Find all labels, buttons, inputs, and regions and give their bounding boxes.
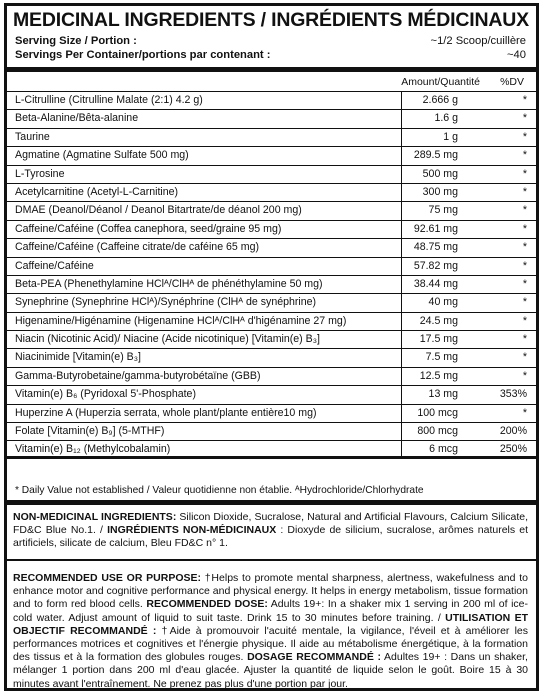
non-medicinal-label-en: NON-MEDICINAL INGREDIENTS: [13,511,177,523]
column-headers [7,76,536,90]
utilisation-label: UTILISATION ET OBJECTIF RECOMMANDÉ : [13,611,528,637]
ingredient-dv: * [522,149,527,162]
ingredient-name: Gamma-Butyrobetaine/gamma-butyrobétaïne (GBB) [15,369,261,382]
ingredient-name: L-Tyrosine [15,167,65,180]
header-divider [7,67,536,72]
ingredient-name: Beta-PEA (Phenethylamine HClᴬ/ClHᴬ de phénéthylamine 50 mg) [15,277,323,290]
non-medicinal-ingredients [13,511,528,551]
ingredient-row [7,275,536,293]
ingredient-row [7,293,536,311]
ingredient-dv: * [522,94,527,106]
column-divider [401,91,402,109]
ingredient-name: Acetylcarnitine (Acetyl-L-Carnitine) [15,185,179,198]
ingredient-row [7,367,536,385]
ingredient-name: Agmatine (Agmatine Sulfate 500 mg) [15,149,189,162]
non-medicinal-text-fr: : Dioxyde de silicium, sucralose, arômes naturels et artificiels, silicate de calcium, Bleu FD&C n° 1. [13,524,528,550]
column-divider [401,312,402,330]
ingredient-row [7,201,536,219]
ingredient-amount: 100 mcg [417,406,458,419]
ingredient-row [7,348,536,366]
ingredient-dv: * [522,167,527,180]
ingredient-row [7,404,536,422]
ingredient-amount: 12.5 mg [419,369,458,382]
ingredient-name: Caffeine/Caféine (Coffea canephora, seed/graine 95 mg) [15,222,282,235]
supplement-facts-panel [4,3,539,691]
ingredient-amount: 300 mg [422,185,458,198]
column-divider [401,220,402,238]
ingredient-name: Higenamine/Higénamine (Higenamine HClᴬ/ClHᴬ d'higénamine 27 mg) [15,314,347,327]
ingredient-row [7,330,536,348]
servings-per-container-label: Servings Per Container/portions par contenant : [15,49,271,61]
column-divider [401,165,402,183]
column-divider [401,201,402,219]
ingredient-amount: 48.75 mg [413,241,458,254]
ingredient-amount: 500 mg [422,167,458,180]
serving-size-label: Serving Size / Portion : [15,35,137,47]
utilisation-body: †Aide à promouvoir l'acuité mentale, la vigilance, l'éveil et à améliorer les performances motrices et cognitives et l'énergie physique. Il aide au métabolisme énergétique, à la formation des tissus et à la formation des globules rouges. [13,624,528,664]
ingredient-name: Beta-Alanine/Bêta-alanine [15,112,139,125]
dosage-label: DOSAGE RECOMMANDÉ : [247,651,381,664]
ingredient-dv: * [522,296,527,309]
column-divider [401,330,402,348]
ingredient-amount: 2.666 g [422,94,458,106]
ingredient-row [7,238,536,256]
ingredient-dv: * [522,277,527,290]
ingredient-row [7,165,536,183]
ingredient-dv: * [522,333,527,346]
ingredient-dv: * [522,204,527,217]
ingredient-dv: * [522,351,527,364]
ingredient-amount: 17.5 mg [419,333,458,346]
ingredient-dv: 250% [499,443,527,456]
ingredient-dv: 353% [499,388,527,401]
ingredient-amount: 7.5 mg [425,351,458,364]
ingredient-row [7,312,536,330]
ingredient-row [7,440,536,458]
ingredient-name: Caffeine/Caféine (Caffeine citrate/de caféine 65 mg) [15,241,259,254]
column-divider [401,257,402,275]
servings-per-container-value: ~40 [507,49,526,61]
dosage-body: Adultes 19+ : Dans un shaker, mélanger 1 portion dans 200 ml d'eau glacée. Ajuster la quantité de liquide selon le goût. Boire 15 à 30 minutes avant l'entraînement. Ne prenez pas plus d'une portion par jour. [13,651,528,690]
ingredient-dv: * [522,222,527,235]
ingredient-dv: * [522,406,527,419]
amount-column-header: Amount/Quantité [401,76,480,88]
column-divider [401,440,402,455]
ingredient-name: Synephrine (Synephrine HClᴬ)/Synéphrine (ClHᴬ de synéphrine) [15,296,317,309]
ingredient-amount: 6 mcg [429,443,458,456]
daily-value-footnote: * Daily Value not established / Valeur quotidienne non établie. ᴬHydrochloride/Chlorhydrate [15,485,424,496]
ingredient-row [7,183,536,201]
serving-size-value: ~1/2 Scoop/cuillère [430,35,526,47]
ingredient-row [7,91,536,109]
ingredient-name: Vitamin(e) B₆ (Pyridoxal 5'-Phosphate) [15,388,196,401]
non-medicinal-label-fr: INGRÉDIENTS NON-MÉDICINAUX [107,524,277,537]
ingredient-amount: 24.5 mg [419,314,458,327]
column-divider [401,422,402,440]
ingredient-name: Folate [Vitamin(e) B₉] (5-MTHF) [15,425,165,438]
ingredient-name: DMAE (Deanol/Déanol / Deanol Bitartrate/de déanol 200 mg) [15,204,302,217]
recommended-dose-label: RECOMMENDED DOSE: [146,598,268,611]
recommended-use-text [13,572,528,691]
ingredient-amount: 40 mg [428,296,458,309]
column-divider [401,146,402,164]
ingredient-row [7,385,536,403]
panel-title: MEDICINAL INGREDIENTS / INGRÉDIENTS MÉDICINAUX [13,9,529,31]
column-divider [401,348,402,366]
ingredient-dv: * [522,241,527,254]
ingredient-row [7,422,536,440]
column-divider [401,109,402,127]
ingredient-amount: 289.5 mg [413,149,458,162]
column-divider [401,275,402,293]
ingredient-amount: 57.82 mg [413,259,458,272]
ingredient-name: Caffeine/Caféine [15,259,94,272]
recommended-dose-body: Adults 19+: In a shaker mix 1 serving in 200 ml of ice-cold water. Adjust amount of liquid to suit taste. Drink 15 to 30 minutes before training. / [13,598,528,624]
ingredient-name: Vitamin(e) B₁₂ (Methylcobalamin) [15,443,171,456]
section-divider [7,559,536,561]
footnote-divider [7,500,536,505]
ingredient-amount: 800 mcg [417,425,458,438]
ingredient-dv: * [522,369,527,382]
ingredient-amount: 1 g [443,130,458,143]
ingredient-row [7,257,536,275]
column-divider [401,183,402,201]
column-divider [401,404,402,422]
recommended-use-label: RECOMMENDED USE OR PURPOSE: [13,572,202,584]
ingredient-dv: 200% [499,425,527,438]
ingredient-name: Taurine [15,130,50,143]
ingredient-table [7,91,536,459]
ingredient-name: Niacin (Nicotinic Acid)/ Niacine (Acide nicotinique) [Vitamin(e) B₃] [15,333,320,346]
ingredient-dv: * [522,130,527,143]
serving-size-row [15,35,526,48]
recommended-use-body: †Helps to promote mental sharpness, alertness, wakefulness and to enhance motor and cognitive performance and physical energy. It helps in energy metabolism, tissue formation and to form red blood cells. [13,572,528,611]
ingredient-row [7,109,536,127]
ingredient-dv: * [522,259,527,272]
servings-per-container-row [15,49,526,62]
ingredient-amount: 75 mg [428,204,458,217]
dv-column-header: %DV [500,76,524,88]
column-divider [401,238,402,256]
ingredient-dv: * [522,112,527,125]
ingredient-row [7,128,536,146]
ingredient-name: L-Citrulline (Citrulline Malate (2:1) 4.2 g) [15,94,203,106]
ingredient-amount: 92.61 mg [413,222,458,235]
column-divider [401,385,402,403]
ingredient-row [7,220,536,238]
ingredient-amount: 13 mg [428,388,458,401]
ingredient-row [7,146,536,164]
column-divider [401,367,402,385]
ingredient-dv: * [522,185,527,198]
ingredient-amount: 38.44 mg [413,277,458,290]
ingredient-name: Huperzine A (Huperzia serrata, whole plant/plante entière10 mg) [15,406,317,419]
ingredient-amount: 1.6 g [434,112,458,125]
non-medicinal-text-en: Silicon Dioxide, Sucralose, Natural and Artificial Flavours, Calcium Silicate, FD&C Blue No.1. / [13,511,528,537]
column-divider [401,293,402,311]
column-divider [401,128,402,146]
ingredient-name: Niacinimide [Vitamin(e) B₃] [15,351,141,364]
ingredient-dv: * [522,314,527,327]
